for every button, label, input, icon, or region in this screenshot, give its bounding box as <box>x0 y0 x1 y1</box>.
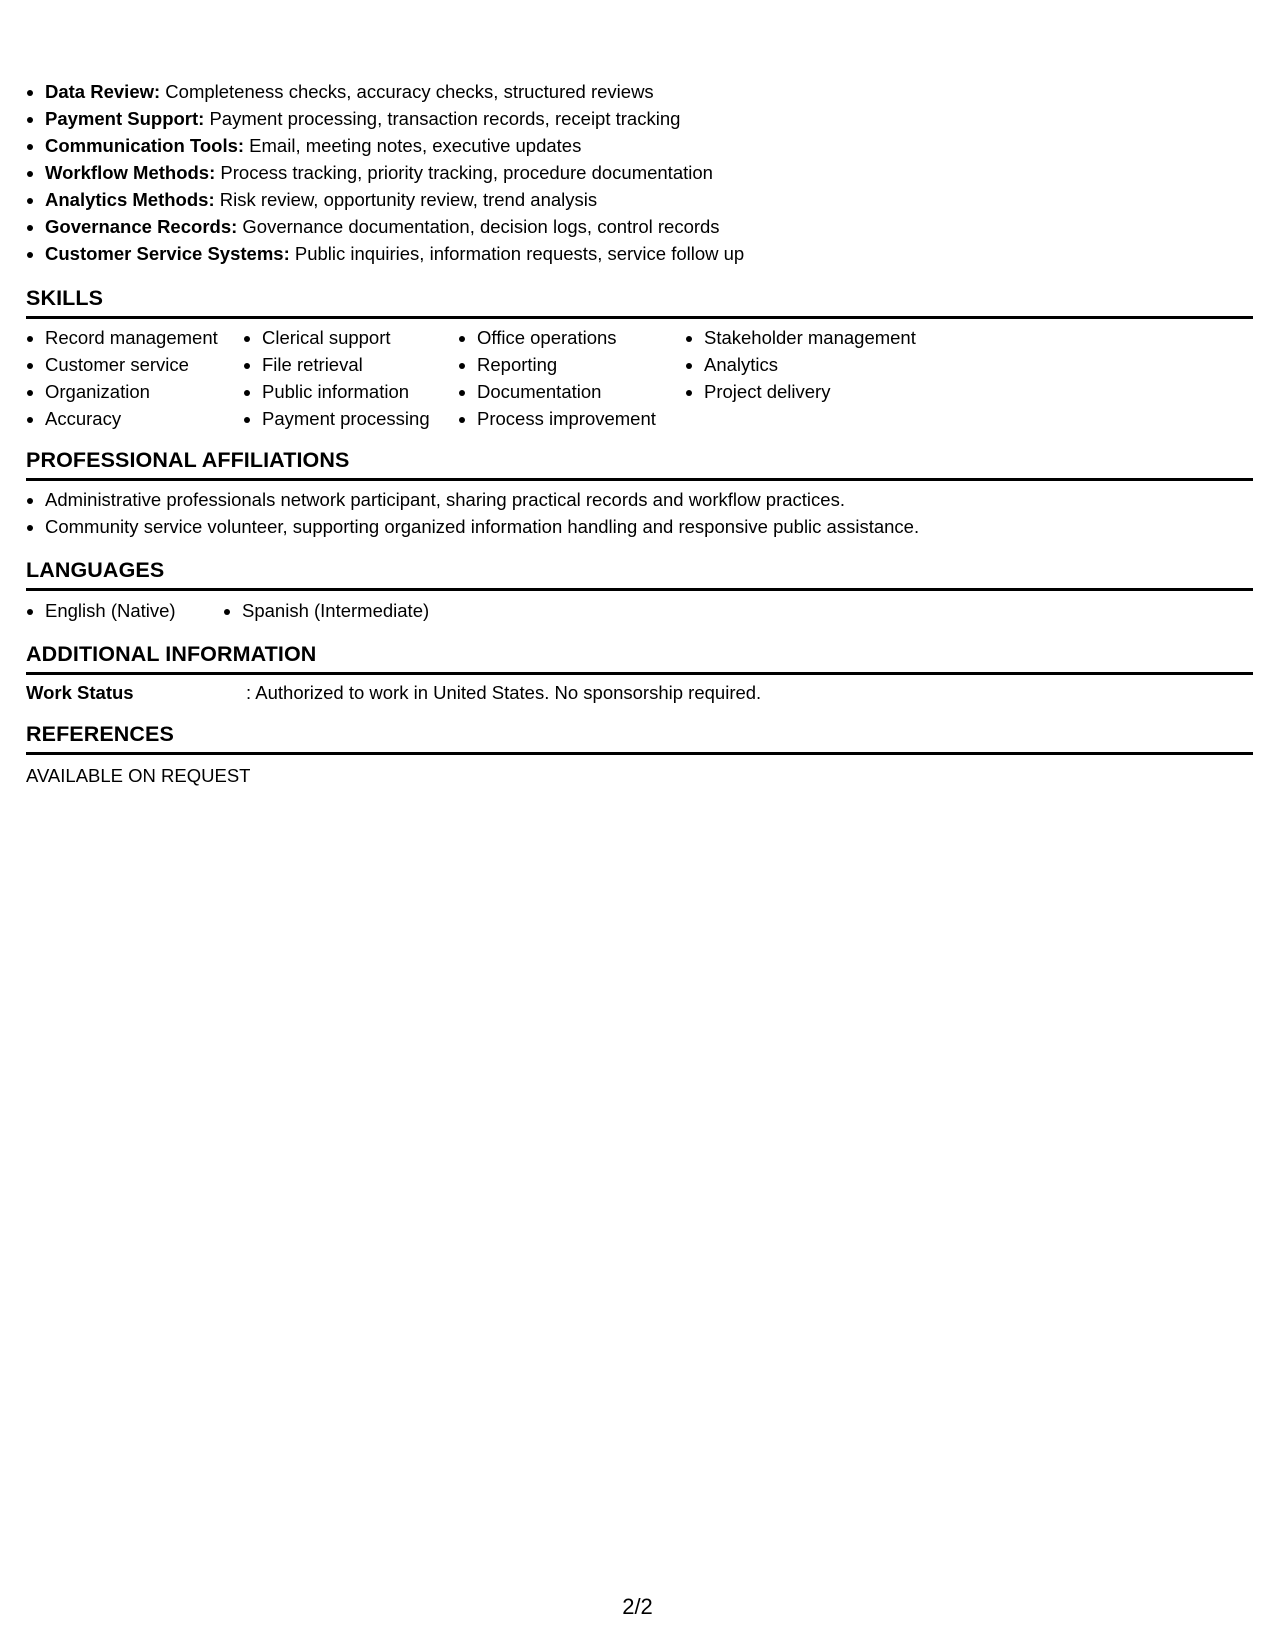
skills-heading: SKILLS <box>26 285 1253 319</box>
language-column <box>223 597 429 624</box>
skills-grid <box>26 324 1253 432</box>
references-heading: REFERENCES <box>26 721 1253 755</box>
summary-item-payment-support <box>45 105 1253 132</box>
summary-item-communication-tools <box>45 132 1253 159</box>
skill-item: • Public information <box>262 378 458 405</box>
work-status-row <box>26 682 1253 704</box>
summary-item-text: Payment processing, transaction records, receipt tracking <box>204 108 681 129</box>
skill-item: • Project delivery <box>704 378 984 405</box>
summary-item-text: Risk review, opportunity review, trend analysis <box>214 189 598 210</box>
skill-item: • Payment processing <box>262 405 458 432</box>
summary-item-analytics-methods <box>45 186 1253 213</box>
summary-item-text: Completeness checks, accuracy checks, structured reviews <box>160 81 654 102</box>
summary-item-governance-records <box>45 213 1253 240</box>
summary-item-label: Data Review: <box>45 81 161 102</box>
summary-item-label: Workflow Methods: <box>45 162 216 183</box>
skill-item: • Customer service <box>45 351 243 378</box>
affiliation-item: • Administrative professionals network participant, sharing practical records and workflow practices. <box>45 486 1253 513</box>
languages-heading: LANGUAGES <box>26 557 1253 591</box>
additional-info-heading: ADDITIONAL INFORMATION <box>26 641 1253 675</box>
summary-item-data-review <box>45 78 1253 105</box>
work-status-label: Work Status <box>26 682 134 703</box>
language-item: • Spanish (Intermediate) <box>242 597 429 624</box>
references-text: AVAILABLE ON REQUEST <box>26 765 251 786</box>
skill-item: • Stakeholder management <box>704 324 984 351</box>
references-section <box>26 721 1253 787</box>
skill-item: • Documentation <box>477 378 685 405</box>
skill-item: • Process improvement <box>477 405 685 432</box>
skills-column <box>243 324 458 432</box>
summary-item-label: Payment Support: <box>45 108 205 129</box>
skills-column <box>685 324 984 432</box>
summary-item-label: Communication Tools: <box>45 135 245 156</box>
skill-item: • Organization <box>45 378 243 405</box>
summary-item-customer-service-systems <box>45 240 1253 267</box>
summary-item-workflow-methods <box>45 159 1253 186</box>
skill-item: • Accuracy <box>45 405 243 432</box>
skill-item: • Office operations <box>477 324 685 351</box>
skill-item: • Analytics <box>704 351 984 378</box>
skill-item: • File retrieval <box>262 351 458 378</box>
summary-item-label: Customer Service Systems: <box>45 243 290 264</box>
work-status-value: : Authorized to work in United States. No sponsorship required. <box>246 682 762 703</box>
skill-item: • Clerical support <box>262 324 458 351</box>
summary-list <box>26 78 1253 267</box>
additional-info-section <box>26 641 1253 704</box>
skills-column <box>26 324 243 432</box>
skill-item: • Record management <box>45 324 243 351</box>
affiliations-list <box>26 486 1253 540</box>
skills-section <box>26 285 1253 432</box>
languages-section <box>26 557 1253 624</box>
resume-page <box>26 78 1253 787</box>
skills-column <box>458 324 685 432</box>
language-column <box>26 597 223 624</box>
affiliations-heading: PROFESSIONAL AFFILIATIONS <box>26 447 1253 481</box>
summary-item-text: Public inquiries, information requests, service follow up <box>289 243 745 264</box>
summary-item-text: Governance documentation, decision logs, control records <box>237 216 720 237</box>
summary-item-text: Email, meeting notes, executive updates <box>244 135 582 156</box>
affiliations-section <box>26 447 1253 540</box>
languages-list <box>26 597 1253 624</box>
page-number: 2/2 <box>622 1594 653 1619</box>
skill-item: • Reporting <box>477 351 685 378</box>
summary-item-label: Analytics Methods: <box>45 189 215 210</box>
affiliation-item: • Community service volunteer, supporting organized information handling and responsive public assistance. <box>45 513 1253 540</box>
summary-item-text: Process tracking, priority tracking, procedure documentation <box>215 162 713 183</box>
summary-item-label: Governance Records: <box>45 216 238 237</box>
language-item: • English (Native) <box>45 597 223 624</box>
